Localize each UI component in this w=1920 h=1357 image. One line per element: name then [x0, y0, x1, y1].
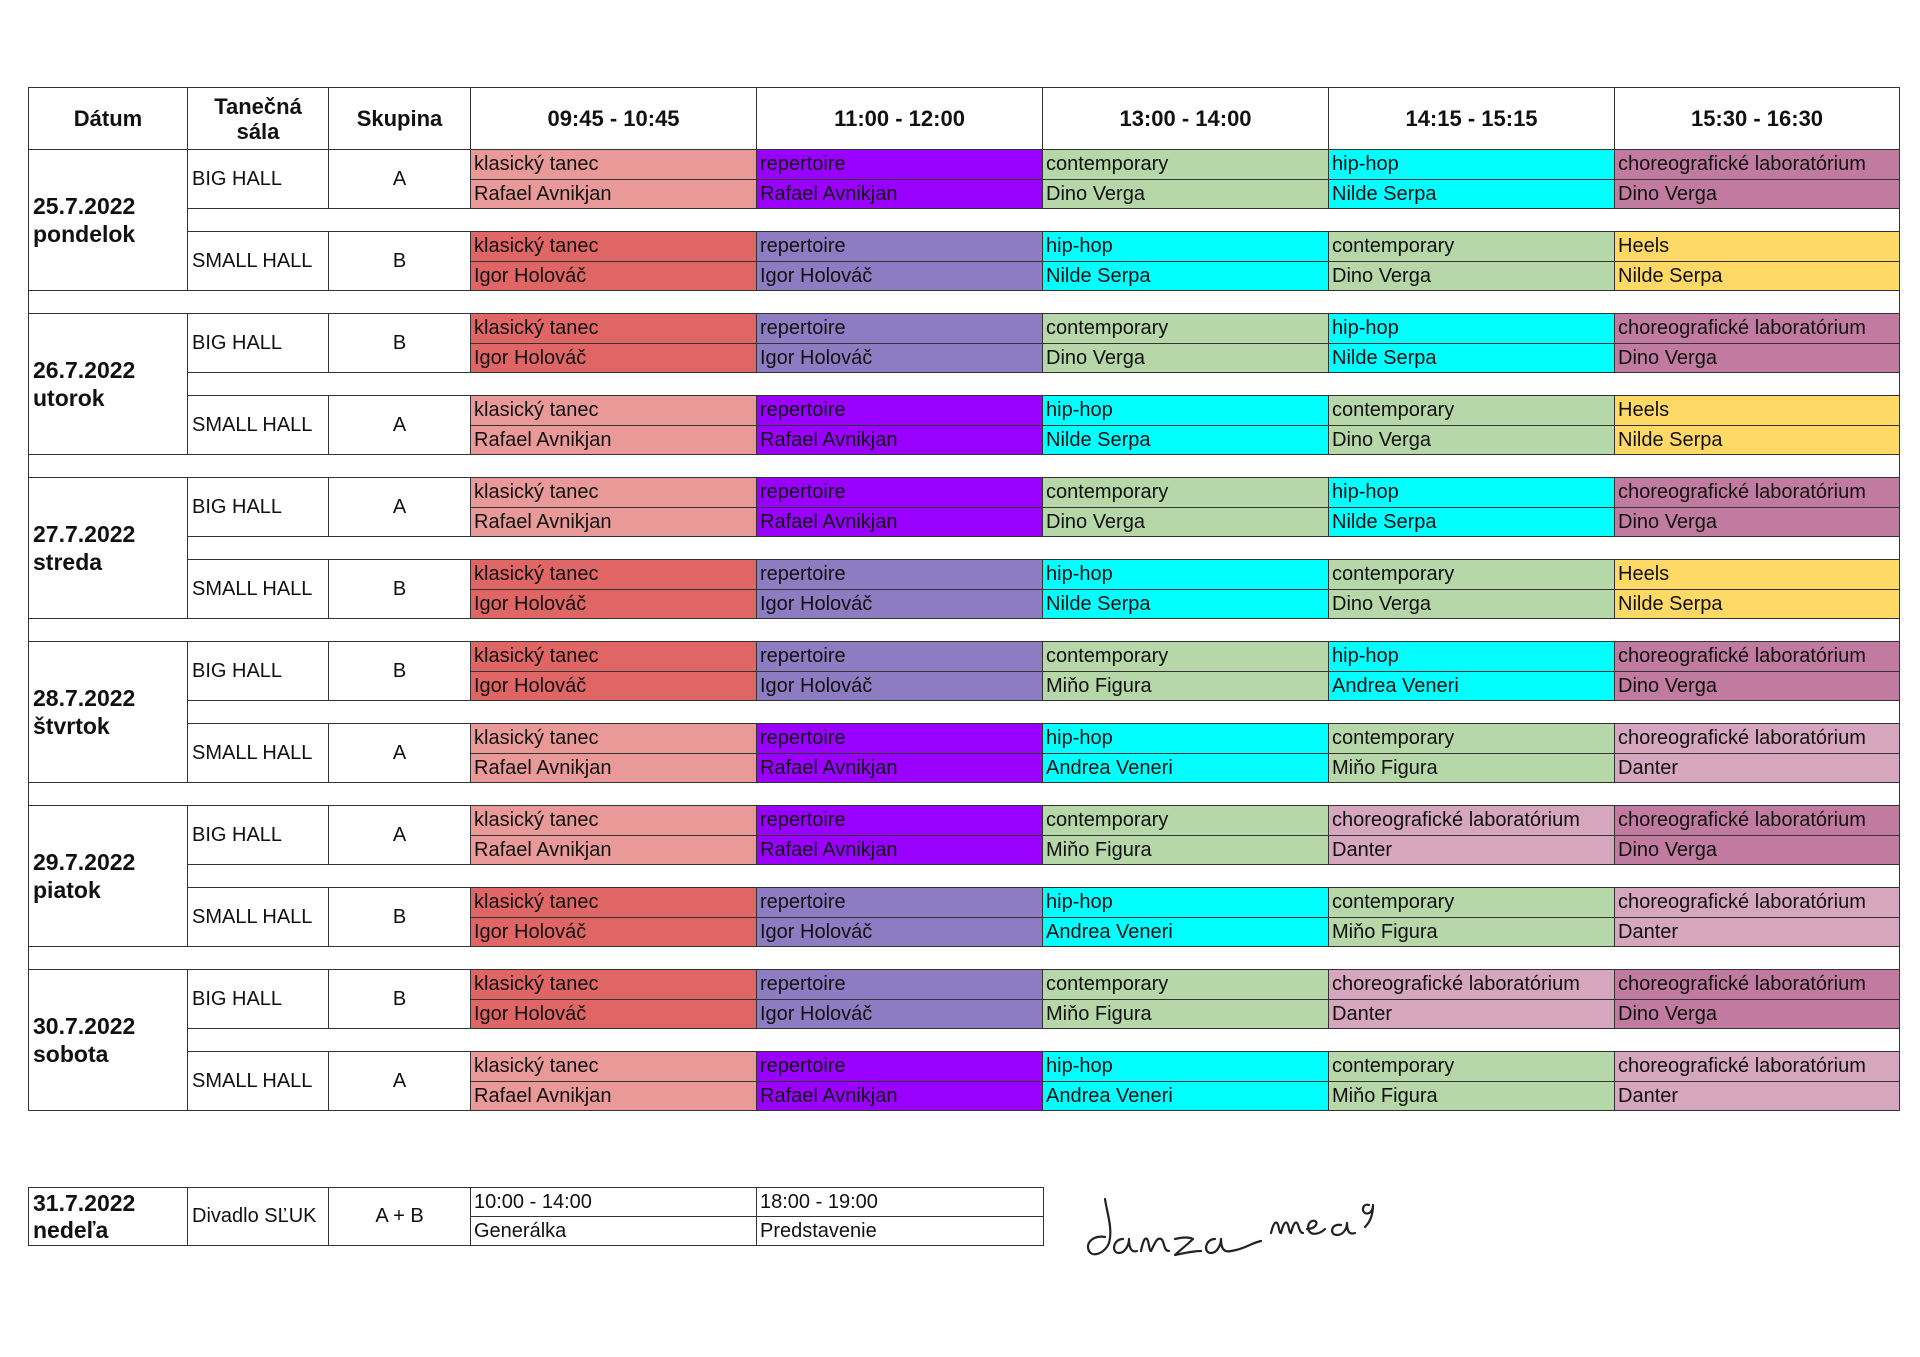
- header-date: Dátum: [29, 88, 188, 150]
- teacher-cell: Dino Verga: [1615, 999, 1900, 1029]
- spacer-cell: [29, 947, 1900, 970]
- day-spacer-row: [29, 947, 1900, 970]
- sunday-event: Predstavenie: [757, 1217, 1044, 1246]
- teacher-cell: Andrea Veneri: [1043, 917, 1329, 947]
- subject-cell: repertoire: [757, 1052, 1043, 1082]
- teacher-cell: Nilde Serpa: [1615, 261, 1900, 291]
- subject-cell: choreografické laboratórium: [1615, 970, 1900, 1000]
- subject-cell: Heels: [1615, 232, 1900, 262]
- subject-cell: repertoire: [757, 888, 1043, 918]
- hall-cell: BIG HALL: [188, 478, 329, 537]
- group-cell: B: [329, 888, 471, 947]
- subject-cell: choreografické laboratórium: [1615, 724, 1900, 754]
- teacher-cell: Danter: [1615, 753, 1900, 783]
- hall-cell: BIG HALL: [188, 642, 329, 701]
- day-date-cell: 29.7.2022 piatok: [29, 806, 188, 947]
- group-cell: A: [329, 478, 471, 537]
- teacher-cell: Dino Verga: [1329, 261, 1615, 291]
- header-slot: 09:45 - 10:45: [471, 88, 757, 150]
- teacher-cell: Rafael Avnikjan: [757, 425, 1043, 455]
- teacher-cell: Miňo Figura: [1329, 1081, 1615, 1111]
- teacher-cell: Rafael Avnikjan: [757, 507, 1043, 537]
- group-cell: A: [329, 806, 471, 865]
- session-subject-row: [29, 314, 1900, 344]
- subject-cell: repertoire: [757, 970, 1043, 1000]
- hall-cell: SMALL HALL: [188, 232, 329, 291]
- teacher-cell: Rafael Avnikjan: [757, 1081, 1043, 1111]
- session-subject-row: [29, 642, 1900, 672]
- subject-cell: hip-hop: [1043, 888, 1329, 918]
- teacher-cell: Dino Verga: [1615, 179, 1900, 209]
- spacer-cell: [29, 783, 1900, 806]
- hall-spacer-row: [29, 701, 1900, 724]
- subject-cell: repertoire: [757, 150, 1043, 180]
- teacher-cell: Nilde Serpa: [1615, 589, 1900, 619]
- teacher-cell: Rafael Avnikjan: [471, 179, 757, 209]
- day-spacer-row: [29, 783, 1900, 806]
- group-cell: A: [329, 1052, 471, 1111]
- teacher-cell: Andrea Veneri: [1043, 1081, 1329, 1111]
- hall-spacer-row: [29, 1029, 1900, 1052]
- subject-cell: klasický tanec: [471, 642, 757, 672]
- spacer-cell: [188, 537, 1900, 560]
- session-subject-row: [29, 1052, 1900, 1082]
- subject-cell: hip-hop: [1043, 560, 1329, 590]
- teacher-cell: Dino Verga: [1043, 507, 1329, 537]
- teacher-cell: Dino Verga: [1615, 507, 1900, 537]
- subject-cell: contemporary: [1329, 724, 1615, 754]
- subject-cell: hip-hop: [1329, 150, 1615, 180]
- session-subject-row: [29, 888, 1900, 918]
- teacher-cell: Igor Holováč: [471, 671, 757, 701]
- teacher-cell: Dino Verga: [1615, 671, 1900, 701]
- teacher-cell: Nilde Serpa: [1329, 179, 1615, 209]
- day-spacer-row: [29, 291, 1900, 314]
- session-subject-row: [29, 150, 1900, 180]
- sunday-group: A + B: [329, 1188, 471, 1246]
- hall-cell: SMALL HALL: [188, 1052, 329, 1111]
- subject-cell: contemporary: [1329, 560, 1615, 590]
- teacher-cell: Danter: [1329, 999, 1615, 1029]
- subject-cell: contemporary: [1043, 642, 1329, 672]
- teacher-cell: Andrea Veneri: [1329, 671, 1615, 701]
- group-cell: B: [329, 314, 471, 373]
- subject-cell: contemporary: [1043, 970, 1329, 1000]
- teacher-cell: Miňo Figura: [1329, 917, 1615, 947]
- hall-cell: SMALL HALL: [188, 724, 329, 783]
- subject-cell: hip-hop: [1043, 232, 1329, 262]
- teacher-cell: Igor Holováč: [471, 589, 757, 619]
- day-date-cell: 26.7.2022 utorok: [29, 314, 188, 455]
- teacher-cell: Nilde Serpa: [1615, 425, 1900, 455]
- session-subject-row: [29, 724, 1900, 754]
- subject-cell: hip-hop: [1329, 314, 1615, 344]
- teacher-cell: Igor Holováč: [757, 261, 1043, 291]
- teacher-cell: Miňo Figura: [1043, 671, 1329, 701]
- subject-cell: hip-hop: [1043, 1052, 1329, 1082]
- subject-cell: klasický tanec: [471, 150, 757, 180]
- subject-cell: choreografické laboratórium: [1615, 642, 1900, 672]
- teacher-cell: Dino Verga: [1043, 179, 1329, 209]
- teacher-cell: Rafael Avnikjan: [757, 835, 1043, 865]
- hall-cell: SMALL HALL: [188, 888, 329, 947]
- header-slot: 11:00 - 12:00: [757, 88, 1043, 150]
- subject-cell: contemporary: [1043, 478, 1329, 508]
- teacher-cell: Danter: [1329, 835, 1615, 865]
- teacher-cell: Dino Verga: [1615, 835, 1900, 865]
- subject-cell: klasický tanec: [471, 560, 757, 590]
- teacher-cell: Rafael Avnikjan: [471, 753, 757, 783]
- teacher-cell: Igor Holováč: [757, 589, 1043, 619]
- teacher-cell: Miňo Figura: [1043, 999, 1329, 1029]
- teacher-cell: Igor Holováč: [757, 671, 1043, 701]
- teacher-cell: Nilde Serpa: [1043, 261, 1329, 291]
- teacher-cell: Nilde Serpa: [1329, 343, 1615, 373]
- session-subject-row: [29, 560, 1900, 590]
- danza-mea-logo: [1075, 1185, 1445, 1265]
- subject-cell: contemporary: [1043, 314, 1329, 344]
- subject-cell: klasický tanec: [471, 314, 757, 344]
- hall-spacer-row: [29, 865, 1900, 888]
- session-subject-row: [29, 806, 1900, 836]
- spacer-cell: [188, 865, 1900, 888]
- subject-cell: contemporary: [1329, 888, 1615, 918]
- subject-cell: repertoire: [757, 396, 1043, 426]
- hall-spacer-row: [29, 537, 1900, 560]
- header-row: [29, 88, 1900, 150]
- spacer-cell: [29, 619, 1900, 642]
- teacher-cell: Igor Holováč: [471, 261, 757, 291]
- teacher-cell: Igor Holováč: [471, 999, 757, 1029]
- teacher-cell: Dino Verga: [1329, 589, 1615, 619]
- sunday-venue: Divadlo SĽUK: [188, 1188, 329, 1246]
- teacher-cell: Dino Verga: [1615, 343, 1900, 373]
- group-cell: A: [329, 150, 471, 209]
- teacher-cell: Igor Holováč: [757, 343, 1043, 373]
- teacher-cell: Rafael Avnikjan: [471, 835, 757, 865]
- sunday-row: [29, 1188, 1044, 1217]
- group-cell: B: [329, 642, 471, 701]
- hall-spacer-row: [29, 209, 1900, 232]
- subject-cell: choreografické laboratórium: [1329, 806, 1615, 836]
- subject-cell: klasický tanec: [471, 970, 757, 1000]
- group-cell: B: [329, 970, 471, 1029]
- teacher-cell: Nilde Serpa: [1329, 507, 1615, 537]
- subject-cell: klasický tanec: [471, 396, 757, 426]
- teacher-cell: Igor Holováč: [757, 917, 1043, 947]
- teacher-cell: Nilde Serpa: [1043, 425, 1329, 455]
- subject-cell: Heels: [1615, 396, 1900, 426]
- hall-cell: BIG HALL: [188, 314, 329, 373]
- hall-cell: BIG HALL: [188, 806, 329, 865]
- subject-cell: hip-hop: [1329, 642, 1615, 672]
- day-spacer-row: [29, 619, 1900, 642]
- teacher-cell: Rafael Avnikjan: [757, 179, 1043, 209]
- subject-cell: klasický tanec: [471, 232, 757, 262]
- sunday-date-cell: 31.7.2022 nedeľa: [29, 1188, 188, 1246]
- teacher-cell: Igor Holováč: [471, 917, 757, 947]
- subject-cell: choreografické laboratórium: [1615, 150, 1900, 180]
- subject-cell: choreografické laboratórium: [1615, 1052, 1900, 1082]
- teacher-cell: Igor Holováč: [757, 999, 1043, 1029]
- teacher-cell: Danter: [1615, 1081, 1900, 1111]
- teacher-cell: Rafael Avnikjan: [471, 1081, 757, 1111]
- spacer-cell: [188, 701, 1900, 724]
- subject-cell: klasický tanec: [471, 806, 757, 836]
- spacer-cell: [29, 291, 1900, 314]
- subject-cell: klasický tanec: [471, 1052, 757, 1082]
- subject-cell: repertoire: [757, 724, 1043, 754]
- header-slot: 14:15 - 15:15: [1329, 88, 1615, 150]
- day-date-cell: 27.7.2022 streda: [29, 478, 188, 619]
- teacher-cell: Dino Verga: [1329, 425, 1615, 455]
- group-cell: B: [329, 232, 471, 291]
- subject-cell: hip-hop: [1043, 724, 1329, 754]
- subject-cell: contemporary: [1329, 1052, 1615, 1082]
- day-date-cell: 25.7.2022 pondelok: [29, 150, 188, 291]
- subject-cell: contemporary: [1329, 396, 1615, 426]
- teacher-cell: Dino Verga: [1043, 343, 1329, 373]
- subject-cell: contemporary: [1043, 150, 1329, 180]
- sunday-event: Generálka: [471, 1217, 757, 1246]
- hall-cell: SMALL HALL: [188, 396, 329, 455]
- teacher-cell: Miňo Figura: [1043, 835, 1329, 865]
- day-spacer-row: [29, 455, 1900, 478]
- header-slot: 15:30 - 16:30: [1615, 88, 1900, 150]
- hall-cell: SMALL HALL: [188, 560, 329, 619]
- spacer-cell: [188, 373, 1900, 396]
- header-group: Skupina: [329, 88, 471, 150]
- subject-cell: contemporary: [1043, 806, 1329, 836]
- spacer-cell: [29, 455, 1900, 478]
- teacher-cell: Danter: [1615, 917, 1900, 947]
- teacher-cell: Miňo Figura: [1329, 753, 1615, 783]
- day-date-cell: 30.7.2022 sobota: [29, 970, 188, 1111]
- subject-cell: hip-hop: [1329, 478, 1615, 508]
- subject-cell: repertoire: [757, 314, 1043, 344]
- teacher-cell: Rafael Avnikjan: [757, 753, 1043, 783]
- sunday-time: 18:00 - 19:00: [757, 1188, 1044, 1217]
- subject-cell: choreografické laboratórium: [1615, 888, 1900, 918]
- group-cell: A: [329, 396, 471, 455]
- subject-cell: Heels: [1615, 560, 1900, 590]
- subject-cell: klasický tanec: [471, 478, 757, 508]
- subject-cell: repertoire: [757, 560, 1043, 590]
- hall-cell: BIG HALL: [188, 150, 329, 209]
- subject-cell: repertoire: [757, 806, 1043, 836]
- session-subject-row: [29, 232, 1900, 262]
- session-subject-row: [29, 478, 1900, 508]
- subject-cell: klasický tanec: [471, 724, 757, 754]
- teacher-cell: Rafael Avnikjan: [471, 507, 757, 537]
- sunday-table: [28, 1187, 1044, 1246]
- subject-cell: choreografické laboratórium: [1329, 970, 1615, 1000]
- subject-cell: contemporary: [1329, 232, 1615, 262]
- subject-cell: repertoire: [757, 478, 1043, 508]
- spacer-cell: [188, 1029, 1900, 1052]
- subject-cell: choreografické laboratórium: [1615, 806, 1900, 836]
- teacher-cell: Andrea Veneri: [1043, 753, 1329, 783]
- group-cell: B: [329, 560, 471, 619]
- subject-cell: hip-hop: [1043, 396, 1329, 426]
- teacher-cell: Nilde Serpa: [1043, 589, 1329, 619]
- subject-cell: choreografické laboratórium: [1615, 314, 1900, 344]
- header-hall: Tanečná sála: [188, 88, 329, 150]
- teacher-cell: Igor Holováč: [471, 343, 757, 373]
- group-cell: A: [329, 724, 471, 783]
- subject-cell: repertoire: [757, 232, 1043, 262]
- session-subject-row: [29, 970, 1900, 1000]
- spacer-cell: [188, 209, 1900, 232]
- subject-cell: repertoire: [757, 642, 1043, 672]
- schedule-table: [28, 87, 1900, 1111]
- subject-cell: choreografické laboratórium: [1615, 478, 1900, 508]
- header-slot: 13:00 - 14:00: [1043, 88, 1329, 150]
- teacher-cell: Rafael Avnikjan: [471, 425, 757, 455]
- subject-cell: klasický tanec: [471, 888, 757, 918]
- hall-cell: BIG HALL: [188, 970, 329, 1029]
- sunday-time: 10:00 - 14:00: [471, 1188, 757, 1217]
- day-date-cell: 28.7.2022 štvrtok: [29, 642, 188, 783]
- session-subject-row: [29, 396, 1900, 426]
- hall-spacer-row: [29, 373, 1900, 396]
